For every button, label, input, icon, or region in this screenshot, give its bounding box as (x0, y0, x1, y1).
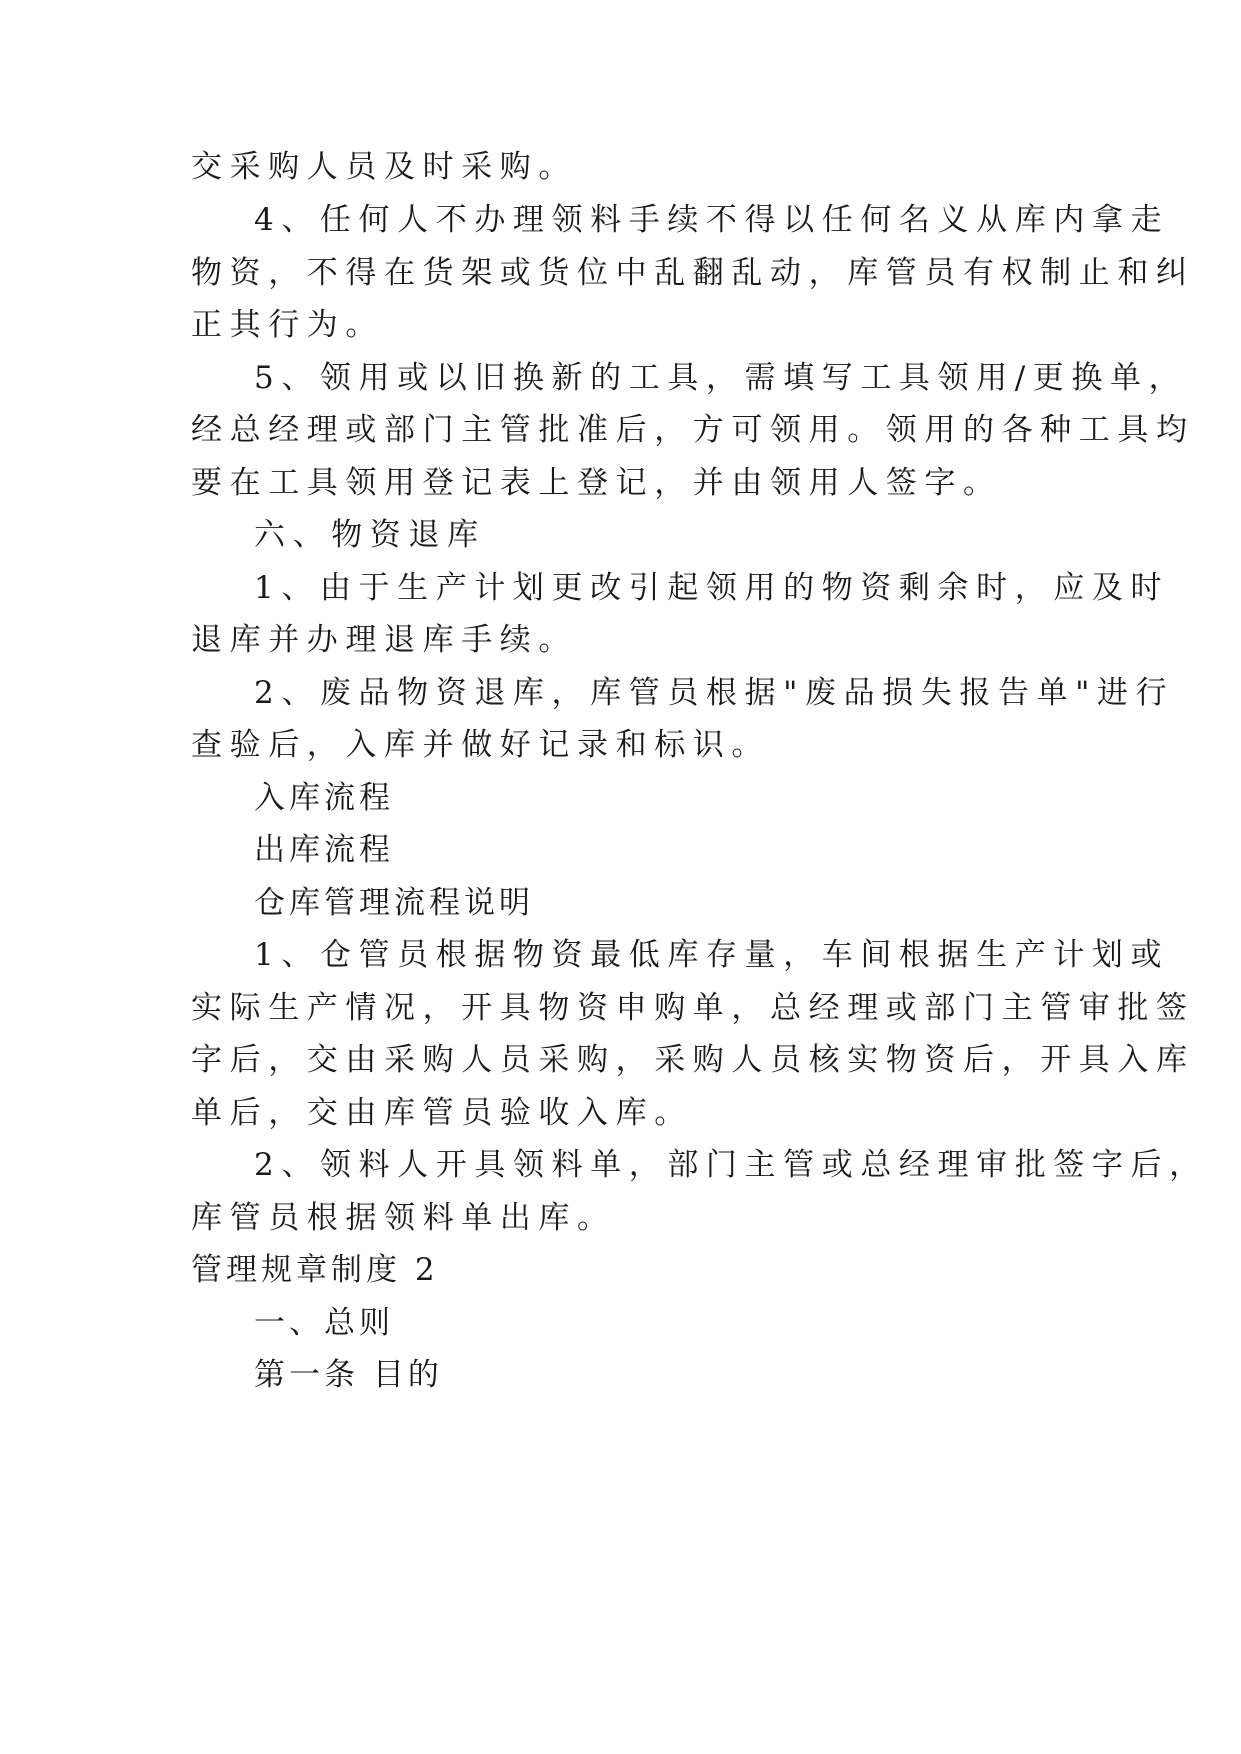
section-heading: 一、总则 (254, 1305, 394, 1341)
paragraph-line: 字后，交由采购人员采购，采购人员核实物资后，开具入库 (191, 1042, 1195, 1078)
paragraph-line: 2、领料人开具领料单，部门主管或总经理审批签字后， (254, 1147, 1208, 1183)
paragraph-line: 2、废品物资退库，库管员根据"废品损失报告单"进行 (254, 675, 1175, 711)
paragraph-line: 正其行为。 (191, 307, 384, 343)
section-heading: 六、物资退库 (254, 517, 486, 553)
paragraph-line: 物资，不得在货架或货位中乱翻乱动，库管员有权制止和纠 (191, 255, 1195, 291)
paragraph-line: 查验后，入库并做好记录和标识。 (191, 727, 770, 763)
paragraph-line: 单后，交由库管员验收入库。 (191, 1095, 693, 1131)
paragraph-line: 库管员根据领料单出库。 (191, 1200, 616, 1236)
article-heading: 第一条 目的 (254, 1357, 443, 1393)
paragraph-line: 4、任何人不办理领料手续不得以任何名义从库内拿走 (254, 202, 1170, 238)
paragraph-line: 1、仓管员根据物资最低库存量，车间根据生产计划或 (254, 937, 1170, 973)
paragraph-line: 交采购人员及时采购。 (191, 149, 577, 185)
subheading: 出库流程 (254, 832, 394, 868)
paragraph-line: 退库并办理退库手续。 (191, 622, 577, 658)
document-title: 管理规章制度 2 (191, 1252, 439, 1288)
paragraph-line: 经总经理或部门主管批准后，方可领用。领用的各种工具均 (191, 412, 1195, 448)
subheading: 入库流程 (254, 780, 394, 816)
paragraph-line: 1、由于生产计划更改引起领用的物资剩余时，应及时 (254, 570, 1170, 606)
paragraph-line: 实际生产情况，开具物资申购单，总经理或部门主管审批签 (191, 990, 1195, 1026)
paragraph-line: 要在工具领用登记表上登记，并由领用人签字。 (191, 465, 1002, 501)
paragraph-line: 5、领用或以旧换新的工具，需填写工具领用/更换单， (254, 360, 1188, 396)
subheading: 仓库管理流程说明 (254, 885, 534, 921)
